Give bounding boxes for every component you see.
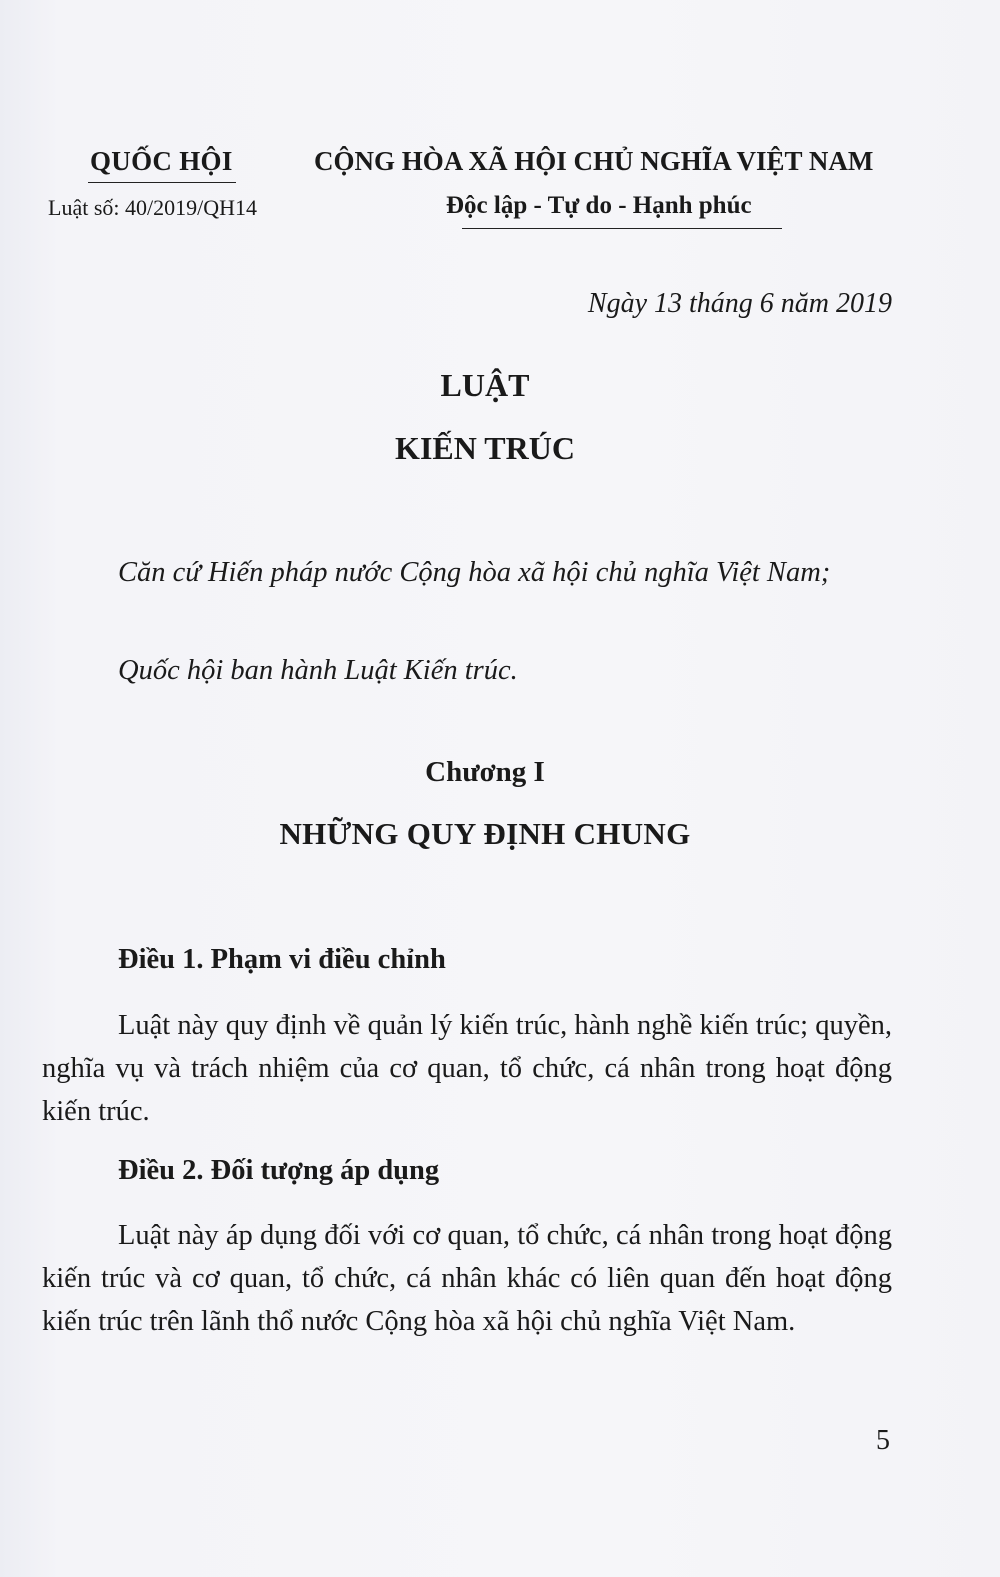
article-1-body: Luật này quy định về quản lý kiến trúc, hành nghề kiến trúc; quyền, nghĩa vụ và trách nhiệm của cơ quan, tổ chức, cá nhân trong hoạt động kiến trúc. <box>42 1010 892 1127</box>
preamble-enactment: Quốc hội ban hành Luật Kiến trúc. <box>118 655 518 686</box>
law-number: Luật số: 40/2019/QH14 <box>48 195 257 220</box>
article-2-body: Luật này áp dụng đối với cơ quan, tổ chức, cá nhân trong hoạt động kiến trúc và cơ quan, tổ chức, cá nhân khác có liên quan đến hoạt động kiến trúc trên lãnh thổ nước Cộng hòa xã hội chủ nghĩa Việt Nam. <box>42 1220 892 1337</box>
chapter-title: NHỮNG QUY ĐỊNH CHUNG <box>279 816 691 851</box>
chapter-label: Chương I <box>425 756 545 788</box>
motto-underline <box>462 228 782 229</box>
article-1-heading: Điều 1. Phạm vi điều chỉnh <box>118 944 446 975</box>
preamble-basis: Căn cứ Hiến pháp nước Cộng hòa xã hội chủ nghĩa Việt Nam; <box>118 557 831 588</box>
state-motto: Độc lập - Tự do - Hạnh phúc <box>446 192 752 219</box>
document-name-title: KIẾN TRÚC <box>395 430 575 466</box>
page-number: 5 <box>876 1425 890 1456</box>
issue-date: Ngày 13 tháng 6 năm 2019 <box>587 288 892 319</box>
state-title: CỘNG HÒA XÃ HỘI CHỦ NGHĨA VIỆT NAM <box>314 146 874 176</box>
issuer-title: QUỐC HỘI <box>90 146 233 176</box>
document-type-title: LUẬT <box>440 367 530 403</box>
issuer-underline <box>88 182 236 183</box>
article-2-heading: Điều 2. Đối tượng áp dụng <box>118 1155 440 1186</box>
